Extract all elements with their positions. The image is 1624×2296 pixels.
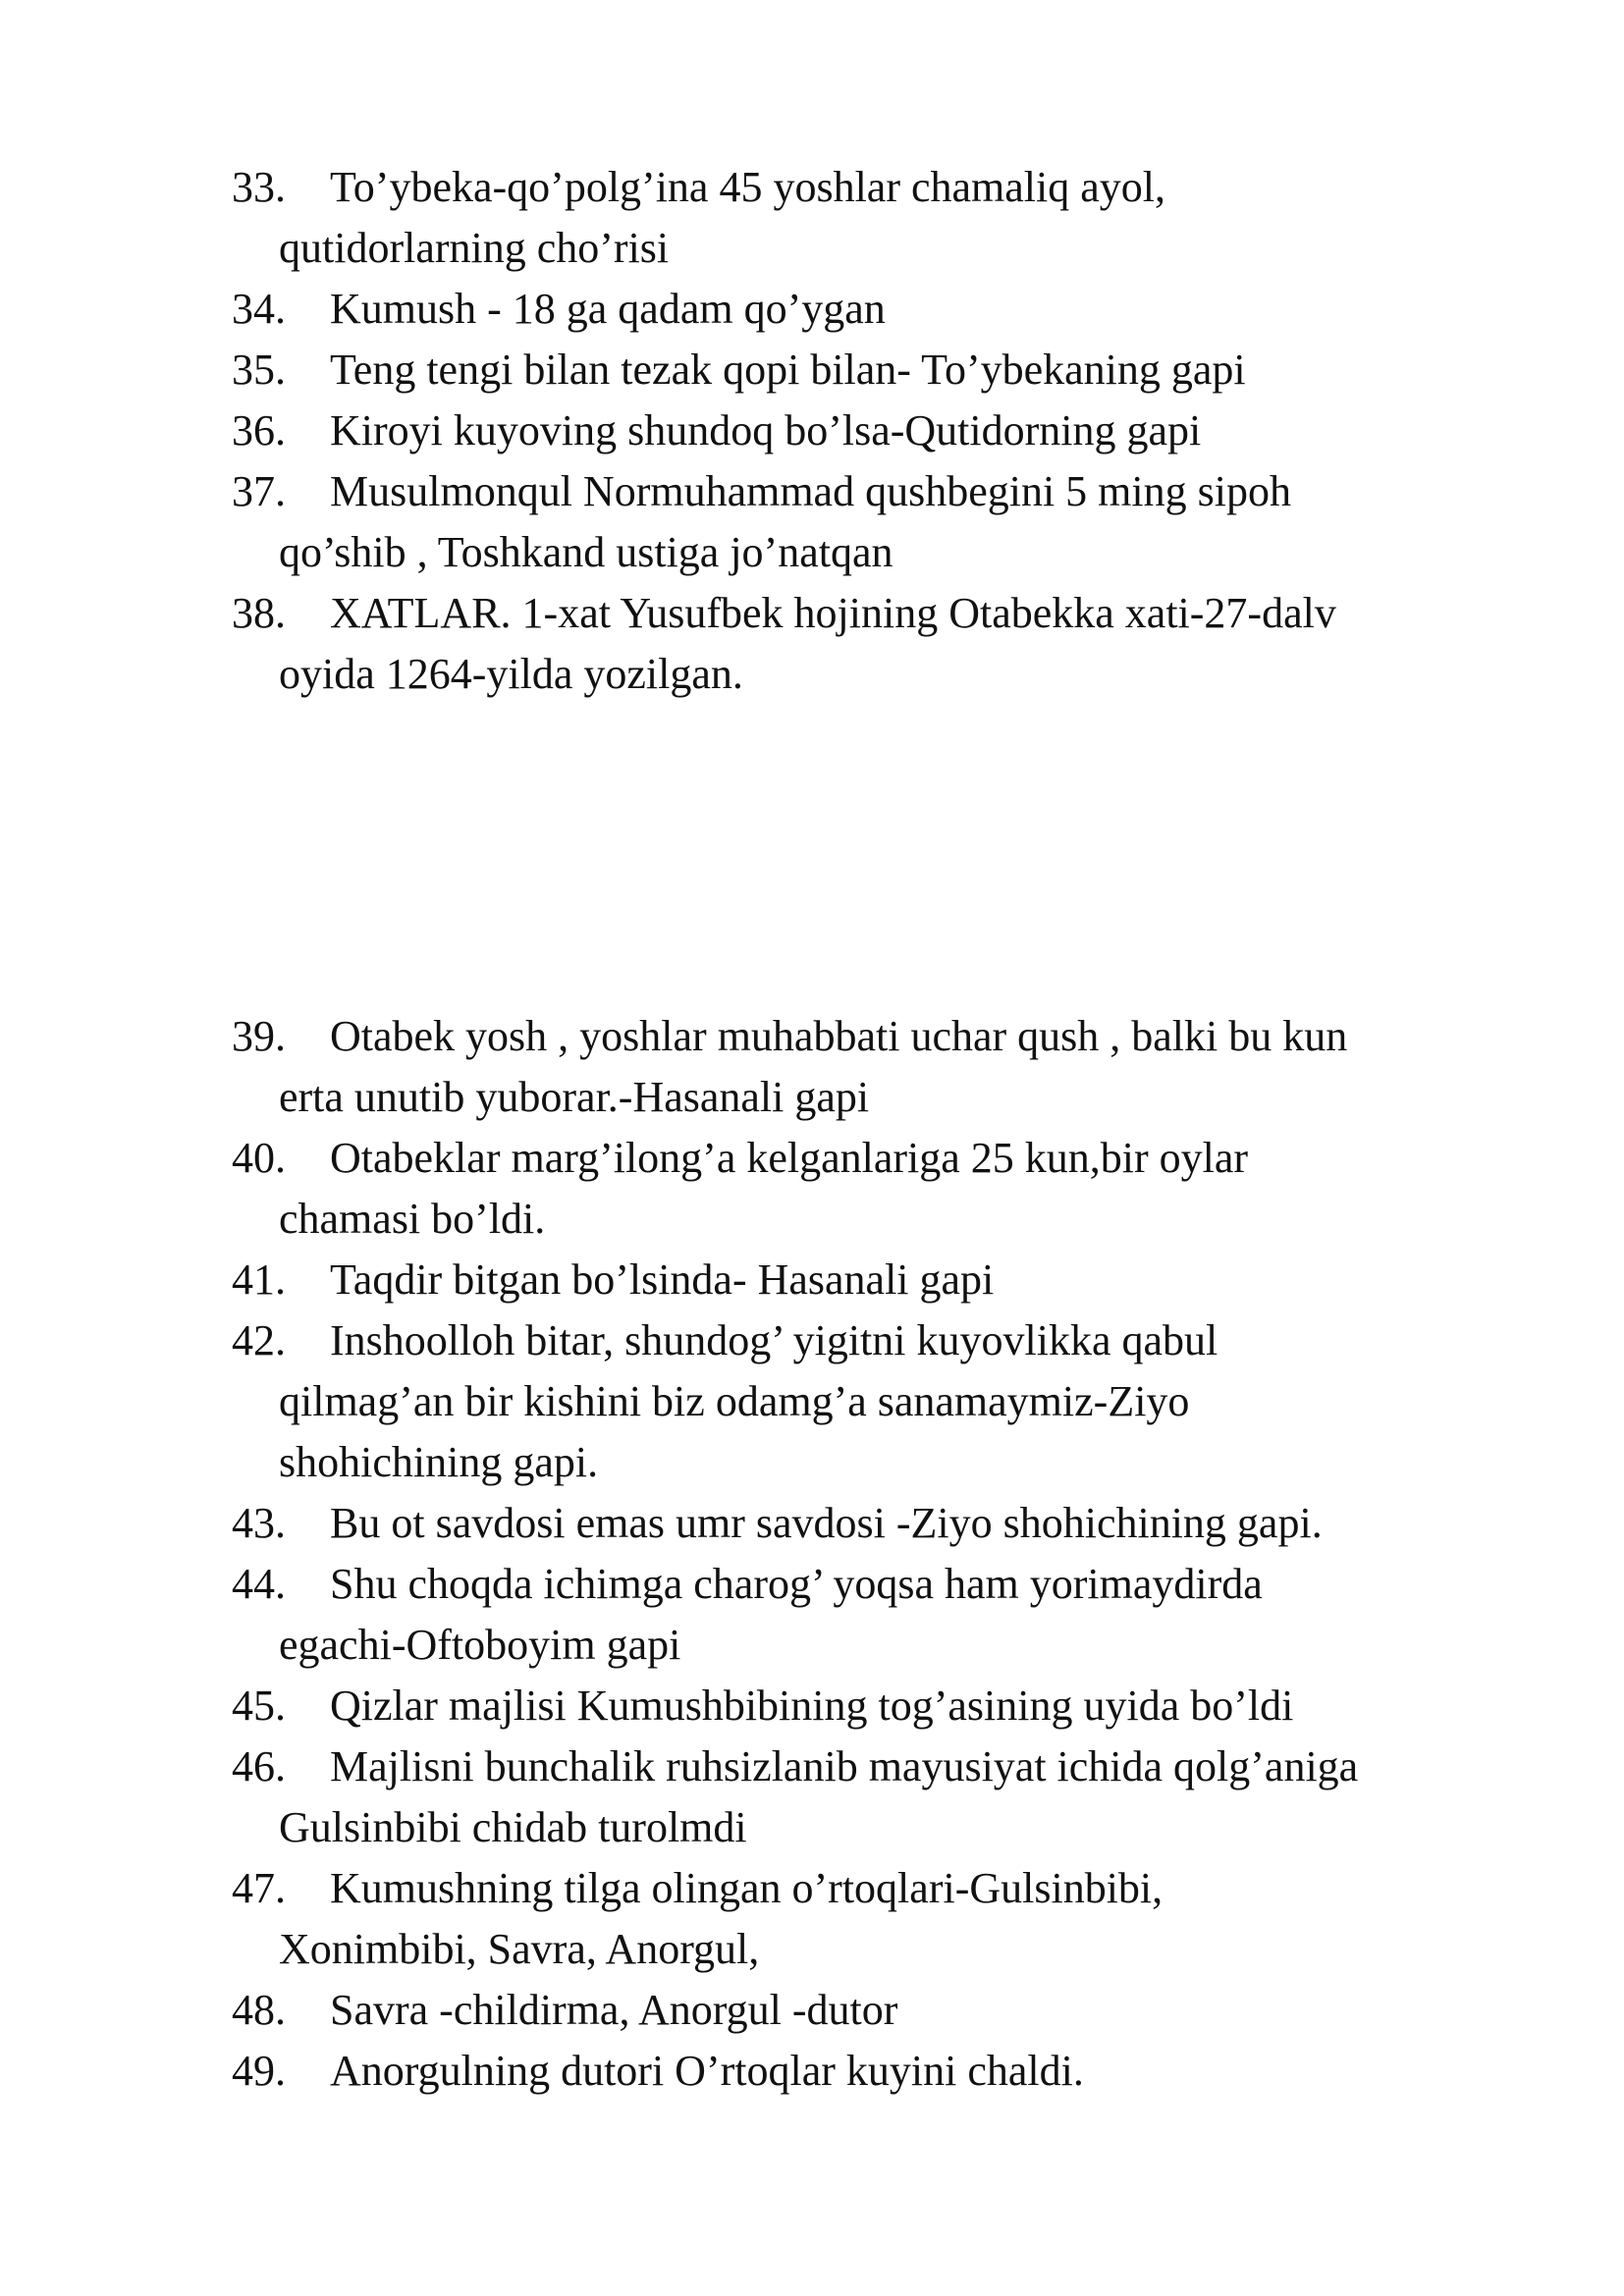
list-item-line: Xonimbibi, Savra, Anorgul, [279, 1925, 760, 1973]
list-item-line: XATLAR. 1-xat Yusufbek hojining Otabekka xati-27-dalv [330, 589, 1336, 637]
list-item-line: Taqdir bitgan bo’lsinda- Hasanali gapi [330, 1255, 995, 1304]
list-item [232, 1006, 1547, 1128]
list-item-line: Otabeklar marg’ilong’a kelganlariga 25 kun,bir oylar [330, 1134, 1249, 1182]
list-item-text [279, 1006, 1547, 1128]
list-item-number: 37. [232, 467, 286, 515]
list-item-text [279, 1980, 1547, 2041]
list-item-line: To’ybeka-qo’polg’ina 45 yoshlar chamaliq ayol, [330, 163, 1165, 211]
list-item-line: Kumushning tilga olingan o’rtoqlari-Gulsinbibi, [330, 1864, 1164, 1912]
list-item-line: Inshoolloh bitar, shundog’ yigitni kuyovlikka qabul [330, 1316, 1218, 1364]
list-item [232, 157, 1547, 279]
list-item [232, 1250, 1547, 1310]
list-item-number: 47. [232, 1864, 286, 1912]
list-item [232, 340, 1547, 400]
list-item-number: 41. [232, 1255, 286, 1304]
list-item [232, 1493, 1547, 1554]
list-item-text [279, 400, 1547, 461]
list-item [232, 1736, 1547, 1858]
list-item-number: 35. [232, 346, 286, 394]
list-item-number: 33. [232, 163, 286, 211]
list-item [232, 2041, 1547, 2102]
list-item [232, 1554, 1547, 1676]
list-item [232, 461, 1547, 583]
list-item [232, 583, 1547, 705]
list-item-line: Majlisni bunchalik ruhsizlanib mayusiyat ichida qolg’aniga [330, 1742, 1359, 1790]
list-item-text [279, 1250, 1547, 1310]
list-item-line: Teng tengi bilan tezak qopi bilan- To’ybekaning gapi [330, 346, 1246, 394]
list-item-line: Musulmonqul Normuhammad qushbegini 5 ming sipoh [330, 467, 1291, 515]
list-item-line: qutidorlarning cho’risi [279, 224, 670, 272]
list-item-number: 46. [232, 1742, 286, 1790]
list-item-line: Savra -childirma, Anorgul -dutor [330, 1986, 898, 2034]
list-item-text [279, 1310, 1547, 1493]
list-item-text [279, 1858, 1547, 1980]
list-item-line: shohichining gapi. [279, 1438, 599, 1486]
list-item-text [279, 583, 1547, 705]
list-item-text [279, 1736, 1547, 1858]
list-item-number: 44. [232, 1560, 286, 1608]
list-item-line: Qizlar majlisi Kumushbibining tog’asining uyida bo’ldi [330, 1682, 1294, 1730]
list-item-line: Anorgulning dutori O’rtoqlar kuyini chaldi. [330, 2047, 1084, 2095]
list-item-text [279, 2041, 1547, 2102]
list-item-line: Shu choqda ichimga charog’ yoqsa ham yorimaydirda [330, 1560, 1263, 1608]
list-item-number: 39. [232, 1012, 286, 1060]
list-item-text [279, 1676, 1547, 1736]
list-item-number: 48. [232, 1986, 286, 2034]
list-item-line: Kumush - 18 ga qadam qo’ygan [330, 285, 886, 333]
list-item-number: 40. [232, 1134, 286, 1182]
list-item-number: 42. [232, 1316, 286, 1364]
list-item-line: oyida 1264-yilda yozilgan. [279, 650, 743, 698]
list-item-number: 34. [232, 285, 286, 333]
list-item-line: Otabek yosh , yoshlar muhabbati uchar qush , balki bu kun [330, 1012, 1348, 1060]
numbered-list-lower [232, 1006, 1547, 2102]
list-item-line: Gulsinbibi chidab turolmdi [279, 1803, 747, 1851]
list-item-number: 43. [232, 1499, 286, 1547]
list-item [232, 400, 1547, 461]
list-item-number: 38. [232, 589, 286, 637]
list-item [232, 1128, 1547, 1250]
list-item-text [279, 279, 1547, 340]
list-item-line: chamasi bo’ldi. [279, 1195, 546, 1243]
list-item [232, 279, 1547, 340]
list-item-text [279, 157, 1547, 279]
list-item-number: 36. [232, 406, 286, 454]
list-item-number: 49. [232, 2047, 286, 2095]
list-item-line: Kiroyi kuyoving shundoq bo’lsa-Qutidorning gapi [330, 406, 1202, 454]
list-item [232, 1310, 1547, 1493]
list-item-line: qo’shib , Toshkand ustiga jo’natqan [279, 528, 893, 576]
list-item-line: erta unutib yuborar.-Hasanali gapi [279, 1073, 870, 1121]
list-item-text [279, 461, 1547, 583]
list-item [232, 1980, 1547, 2041]
list-item-text [279, 1554, 1547, 1676]
numbered-list-upper [232, 157, 1547, 705]
list-item-number: 45. [232, 1682, 286, 1730]
list-item [232, 1676, 1547, 1736]
list-item-text [279, 1493, 1547, 1554]
list-item-line: Bu ot savdosi emas umr savdosi -Ziyo shohichining gapi. [330, 1499, 1323, 1547]
list-item [232, 1858, 1547, 1980]
list-item-line: egachi-Oftoboyim gapi [279, 1621, 681, 1669]
list-item-text [279, 1128, 1547, 1250]
list-item-text [279, 340, 1547, 400]
list-item-line: qilmag’an bir kishini biz odamg’a sanamaymiz-Ziyo [279, 1377, 1190, 1425]
